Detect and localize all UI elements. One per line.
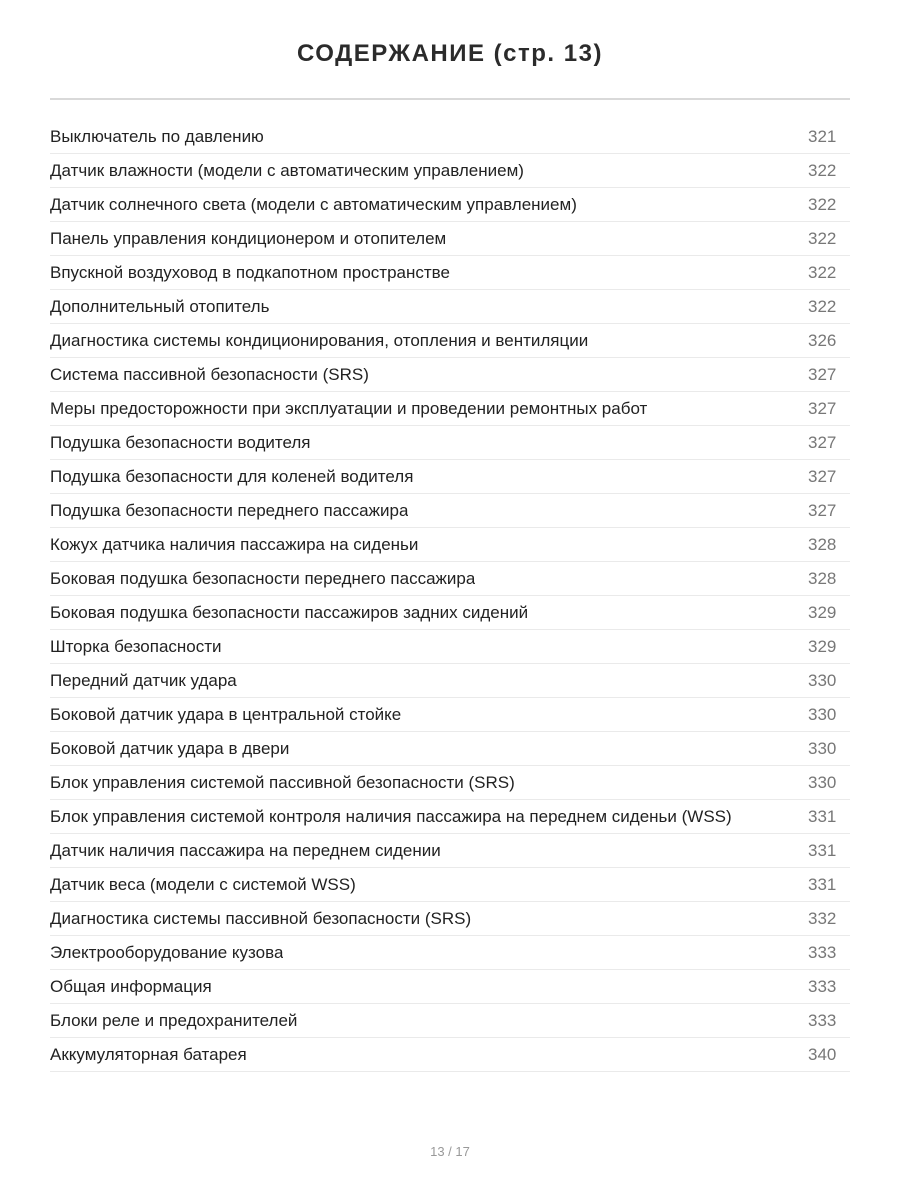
toc-entry-page: 330	[808, 670, 837, 690]
toc-row[interactable]	[50, 698, 850, 732]
toc-entry-page: 331	[808, 840, 837, 860]
toc-entry-page: 329	[808, 636, 837, 656]
toc-entry-page: 328	[808, 534, 837, 554]
toc-entry-page: 327	[808, 500, 837, 520]
toc-row[interactable]	[50, 426, 850, 460]
toc-row[interactable]	[50, 902, 850, 936]
toc-entry-page: 331	[808, 806, 837, 826]
toc-entry-title: Боковой датчик удара в двери	[50, 738, 290, 758]
toc-row[interactable]	[50, 460, 850, 494]
toc-row[interactable]	[50, 562, 850, 596]
toc-entry-page: 322	[808, 262, 837, 282]
toc-entry-title: Боковая подушка безопасности переднего пассажира	[50, 568, 476, 588]
title-divider	[50, 98, 850, 100]
toc-entry-page: 333	[808, 1010, 837, 1030]
toc-entry-title: Датчик влажности (модели с автоматическим управлением)	[50, 160, 524, 180]
toc-entry-title: Меры предосторожности при эксплуатации и проведении ремонтных работ	[50, 398, 648, 418]
page-indicator: 13 / 17	[430, 1144, 470, 1159]
toc-row[interactable]	[50, 1004, 850, 1038]
toc-entry-title: Датчик солнечного света (модели с автоматическим управлением)	[50, 194, 577, 214]
toc-row[interactable]	[50, 358, 850, 392]
toc-entry-title: Диагностика системы пассивной безопасности (SRS)	[50, 908, 472, 928]
toc-row[interactable]	[50, 324, 850, 358]
page-title: СОДЕРЖАНИЕ (стр. 13)	[297, 40, 603, 67]
toc-entry-title: Кожух датчика наличия пассажира на сиденьи	[50, 534, 419, 554]
toc-entry-page: 322	[808, 228, 837, 248]
toc-entry-title: Подушка безопасности для коленей водителя	[50, 466, 414, 486]
toc-entry-page: 328	[808, 568, 837, 588]
toc-entry-title: Боковой датчик удара в центральной стойке	[50, 704, 402, 724]
toc-row[interactable]	[50, 800, 850, 834]
toc-entry-page: 333	[808, 942, 837, 962]
toc-entry-title: Датчик наличия пассажира на переднем сидении	[50, 840, 441, 860]
toc-entry-title: Впускной воздуховод в подкапотном пространстве	[50, 262, 450, 282]
toc-entry-title: Аккумуляторная батарея	[50, 1044, 247, 1064]
toc-entry-title: Боковая подушка безопасности пассажиров задних сидений	[50, 602, 529, 622]
toc-row[interactable]	[50, 970, 850, 1004]
toc-entry-page: 321	[808, 126, 837, 146]
toc-row[interactable]	[50, 154, 850, 188]
toc-entry-title: Передний датчик удара	[50, 670, 237, 690]
toc-row[interactable]	[50, 494, 850, 528]
toc-entry-page: 326	[808, 330, 837, 350]
toc-entry-page: 322	[808, 194, 837, 214]
toc-entry-title: Блоки реле и предохранителей	[50, 1010, 298, 1030]
toc-list	[50, 120, 850, 1072]
toc-row[interactable]	[50, 290, 850, 324]
toc-entry-title: Подушка безопасности переднего пассажира	[50, 500, 409, 520]
toc-entry-page: 330	[808, 772, 837, 792]
toc-entry-page: 330	[808, 704, 837, 724]
toc-entry-page: 330	[808, 738, 837, 758]
toc-entry-title: Диагностика системы кондиционирования, отопления и вентиляции	[50, 330, 589, 350]
toc-entry-page: 322	[808, 296, 837, 316]
toc-row[interactable]	[50, 392, 850, 426]
toc-row[interactable]	[50, 664, 850, 698]
toc-row[interactable]	[50, 120, 850, 154]
toc-row[interactable]	[50, 766, 850, 800]
toc-entry-page: 329	[808, 602, 837, 622]
toc-row[interactable]	[50, 596, 850, 630]
toc-entry-title: Подушка безопасности водителя	[50, 432, 311, 452]
toc-entry-page: 327	[808, 364, 837, 384]
toc-row[interactable]	[50, 868, 850, 902]
toc-row[interactable]	[50, 732, 850, 766]
toc-row[interactable]	[50, 528, 850, 562]
toc-row[interactable]	[50, 630, 850, 664]
toc-entry-title: Датчик веса (модели с системой WSS)	[50, 874, 356, 894]
toc-entry-title: Шторка безопасности	[50, 636, 222, 656]
toc-row[interactable]	[50, 222, 850, 256]
toc-entry-page: 331	[808, 874, 837, 894]
toc-row[interactable]	[50, 256, 850, 290]
toc-row[interactable]	[50, 936, 850, 970]
toc-entry-title: Выключатель по давлению	[50, 126, 264, 146]
toc-entry-title: Электрооборудование кузова	[50, 942, 284, 962]
toc-entry-page: 322	[808, 160, 837, 180]
toc-entry-page: 333	[808, 976, 837, 996]
toc-entry-page: 332	[808, 908, 837, 928]
toc-entry-title: Блок управления системой контроля наличия пассажира на переднем сиденьи (WSS)	[50, 806, 732, 826]
toc-entry-page: 340	[808, 1044, 837, 1064]
toc-row[interactable]	[50, 188, 850, 222]
toc-entry-title: Панель управления кондиционером и отопителем	[50, 228, 447, 248]
toc-entry-page: 327	[808, 432, 837, 452]
toc-entry-title: Система пассивной безопасности (SRS)	[50, 364, 369, 384]
toc-row[interactable]	[50, 1038, 850, 1072]
toc-entry-title: Дополнительный отопитель	[50, 296, 270, 316]
toc-entry-page: 327	[808, 466, 837, 486]
toc-entry-title: Блок управления системой пассивной безопасности (SRS)	[50, 772, 515, 792]
toc-row[interactable]	[50, 834, 850, 868]
toc-entry-title: Общая информация	[50, 976, 212, 996]
toc-entry-page: 327	[808, 398, 837, 418]
